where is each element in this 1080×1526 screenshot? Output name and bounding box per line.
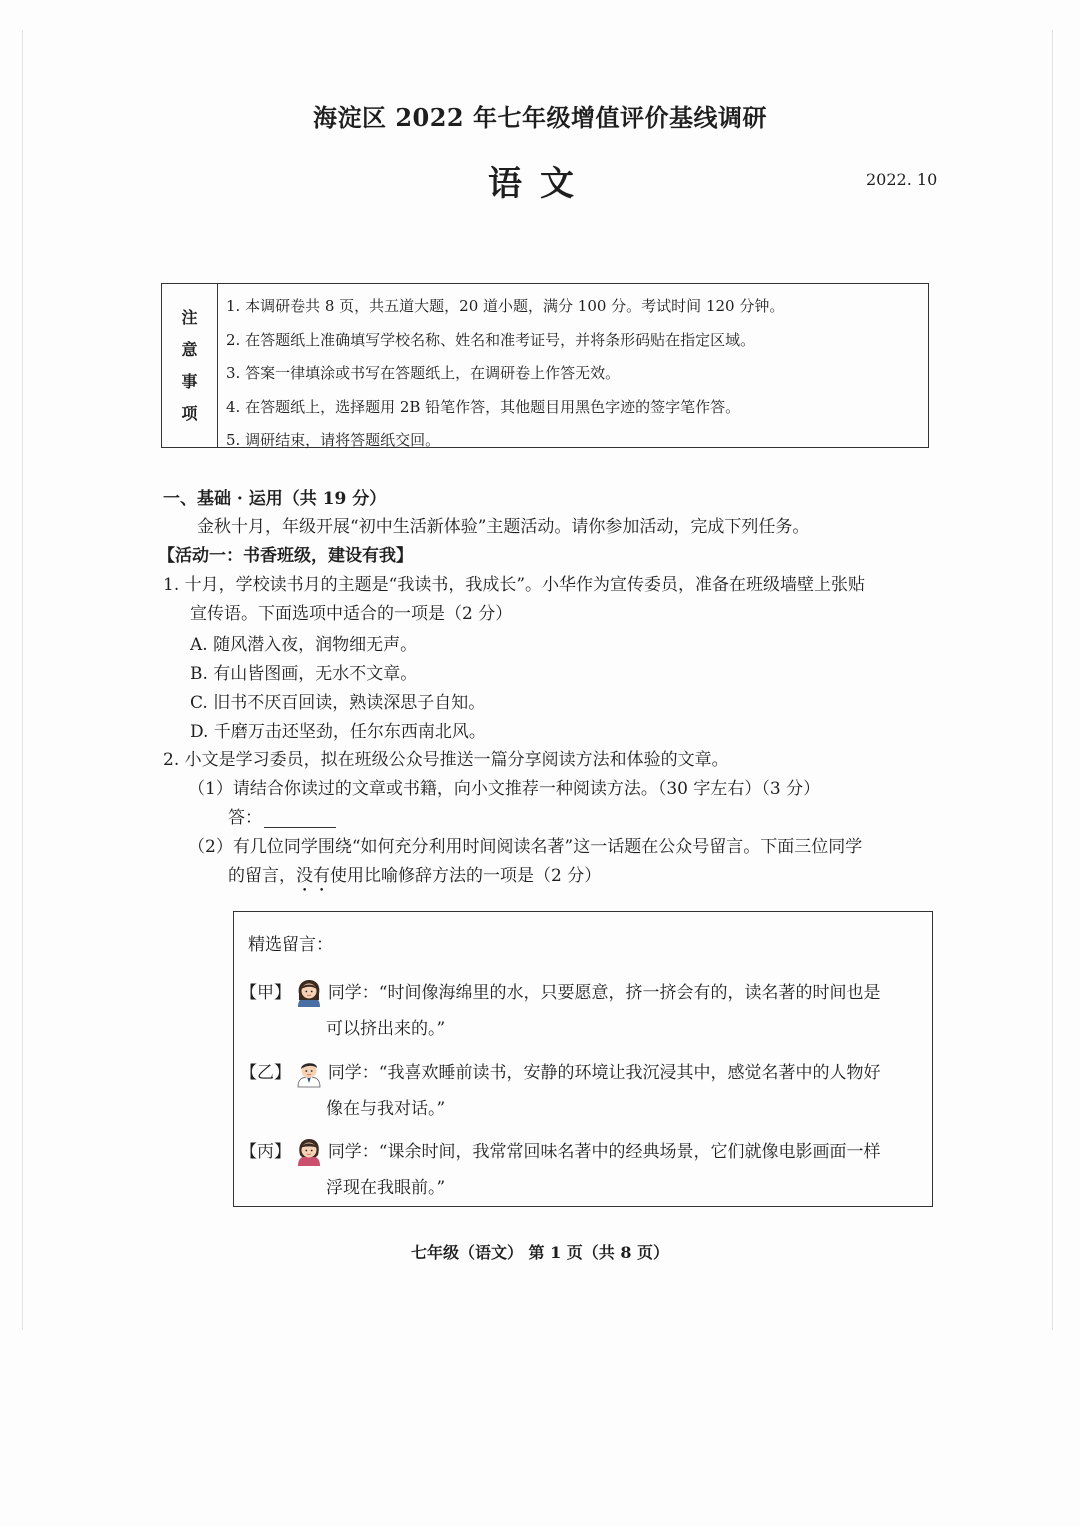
emphasis-text: 没有: [296, 866, 330, 886]
boy-avatar-icon: [296, 1060, 322, 1088]
answer-line: [228, 803, 336, 828]
girl-avatar-icon: [296, 1139, 322, 1167]
section-heading: 一、基础 · 运用（共 19 分）: [163, 489, 387, 509]
option-c: C. 旧书不厌百回读，熟读深思子自知。: [190, 693, 486, 713]
question-1-line-1: 1. 十月，学校读书月的主题是“我读书，我成长”。小华作为宣传委员，准备在班级墙壁上张贴: [163, 575, 866, 595]
answer-label: 答：: [228, 808, 262, 828]
comment-bing: [240, 1137, 881, 1167]
notice-label-char: 意: [181, 339, 198, 359]
notice-item: 3. 答案一律填涂或书写在答题纸上，在调研卷上作答无效。: [226, 364, 621, 382]
notice-item: 2. 在答题纸上准确填写学校名称、姓名和准考证号，并将条形码贴在指定区域。: [226, 330, 756, 349]
comment-text: 同学：“课余时间，我常常回味名著中的经典场景，它们就像电影画面一样: [327, 1142, 881, 1162]
sub2-post: 使用比喻修辞方法的一项是（2 分）: [330, 866, 602, 886]
comment-jia: [240, 978, 881, 1008]
comment-yi: [240, 1058, 881, 1088]
comments-box: [233, 911, 933, 1207]
notice-label-char: 注: [181, 307, 198, 327]
subject-title: 语文: [488, 164, 592, 204]
comment-tag: 【乙】: [240, 1063, 291, 1083]
notice-label: [162, 284, 218, 447]
notice-box: [161, 283, 929, 448]
comment-jia-line-2: 可以挤出来的。”: [326, 1019, 446, 1039]
question-2-sub-2-line-2: [228, 861, 601, 896]
notice-item: 4. 在答题纸上，选择题用 2B 铅笔作答，其他题目用黑色字迹的签字笔作答。: [226, 397, 741, 416]
comment-text: 同学：“我喜欢睡前读书，安静的环境让我沉浸其中，感觉名著中的人物好: [327, 1063, 881, 1083]
comment-tag: 【甲】: [240, 983, 291, 1003]
notice-label-char: 事: [181, 371, 198, 391]
exam-date: 2022. 10: [866, 170, 938, 189]
comments-title: 精选留言：: [248, 935, 333, 955]
answer-blank: [264, 810, 336, 828]
section-intro: 金秋十月，年级开展“初中生活新体验”主题活动。请你参加活动，完成下列任务。: [197, 517, 810, 537]
scan-edge-left: [22, 30, 23, 1330]
option-a: A. 随风潜入夜，润物细无声。: [190, 635, 418, 655]
girl-avatar-icon: [296, 980, 322, 1008]
exam-title: 海淀区 2022 年七年级增值评价基线调研: [312, 103, 767, 132]
notice-label-char: 项: [181, 403, 198, 423]
sub2-pre: 的留言，: [228, 866, 296, 886]
page-footer: 七年级（语文） 第 1 页（共 8 页）: [410, 1243, 670, 1262]
notice-items: [226, 290, 920, 458]
activity-heading: 【活动一：书香班级，建设有我】: [158, 546, 413, 566]
question-1-line-2: 宣传语。下面选项中适合的一项是（2 分）: [190, 604, 513, 624]
comment-bing-line-2: 浮现在我眼前。”: [326, 1178, 446, 1198]
notice-item: 1. 本调研卷共 8 页，共五道大题，20 道小题，满分 100 分。考试时间 120 分钟。: [226, 297, 785, 315]
option-b: B. 有山皆图画，无水不文章。: [190, 664, 418, 684]
comment-text: 同学：“时间像海绵里的水，只要愿意，挤一挤会有的，读名著的时间也是: [327, 983, 881, 1003]
scan-edge-right: [1052, 30, 1053, 1330]
question-2-sub-2-line-1: （2）有几位同学围绕“如何充分利用时间阅读名著”这一话题在公众号留言。下面三位同学: [188, 837, 863, 857]
question-2-line-1: 2. 小文是学习委员，拟在班级公众号推送一篇分享阅读方法和体验的文章。: [163, 750, 729, 770]
option-d: D. 千磨万击还坚劲，任尔东西南北风。: [190, 722, 486, 742]
question-2-sub-1: （1）请结合你读过的文章或书籍，向小文推荐一种阅读方法。（30 字左右）（3 分）: [188, 779, 821, 799]
notice-item: 5. 调研结束，请将答题纸交回。: [226, 431, 441, 449]
comment-tag: 【丙】: [240, 1142, 291, 1162]
comment-yi-line-2: 像在与我对话。”: [326, 1099, 446, 1119]
